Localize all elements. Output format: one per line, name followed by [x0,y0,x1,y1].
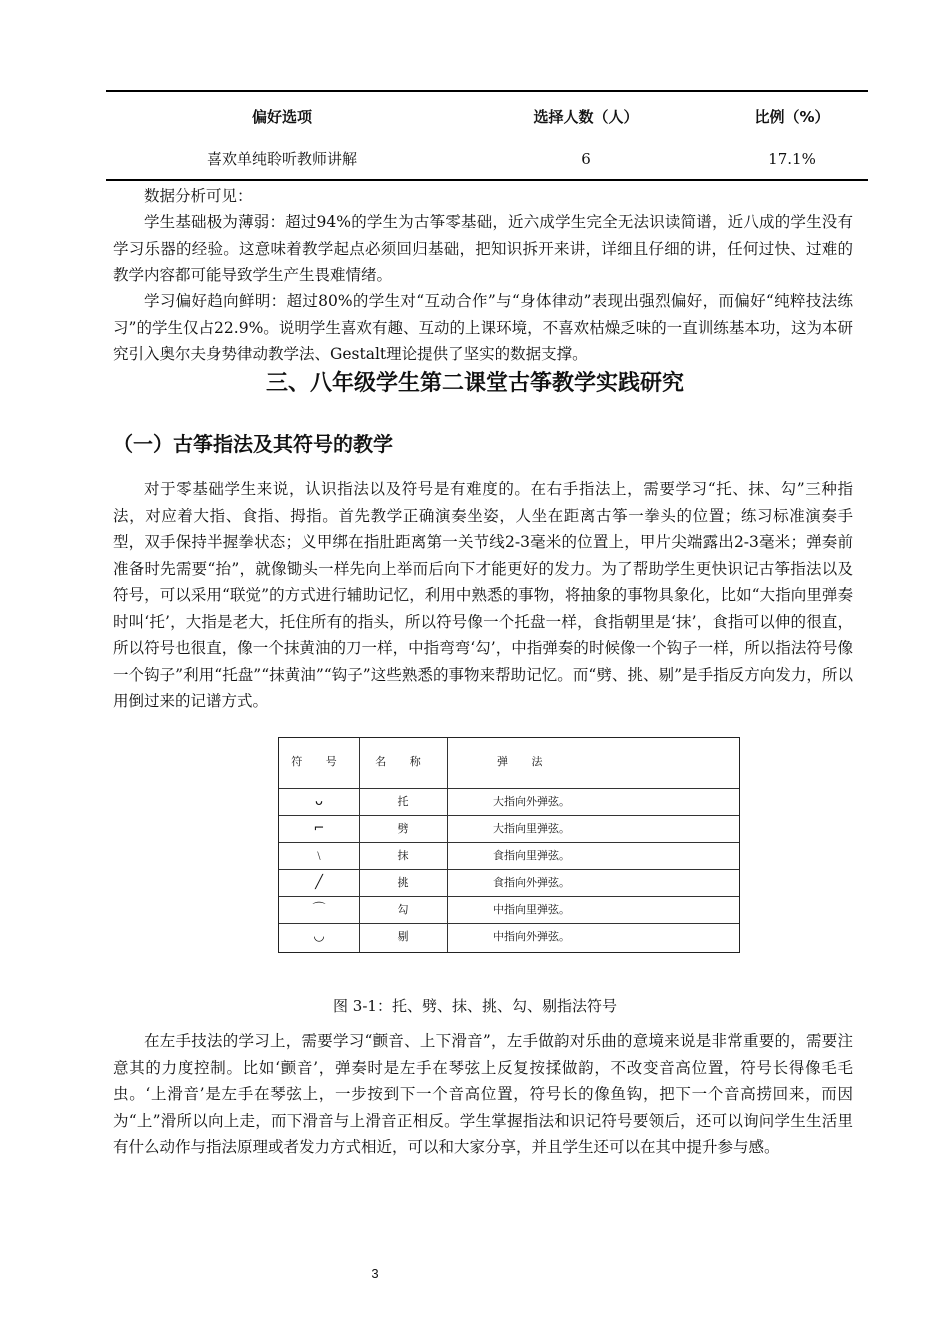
page-number: 3 [371,1266,379,1281]
symbol-tuo-icon: ᴗ [315,794,323,809]
figure-name-cell: 托 [397,795,409,808]
symbol-mo-icon: ﹨ [312,848,326,863]
figure-method-cell: 大指向外弹弦。 [493,795,570,808]
figure-method-cell: 食指向外弹弦。 [493,876,570,889]
figure-caption: 图 3-1：托、劈、抹、挑、勾、剔指法符号 [333,997,617,1015]
figure-name-cell: 挑 [397,876,409,889]
figure-method-cell: 大指向里弹弦。 [493,822,570,835]
analysis-paragraph-2: 学习偏好趋向鲜明：超过80%的学生对“互动合作”与“身体律动”表现出强烈偏好，而偏好“纯粹技法练习”的学生仅占22.9%。说明学生喜欢有趣、互动的上课环境，不喜欢枯燥乏味的一直训练基本功，这为本研究引入奥尔夫身势律动教学法、Gestalt理论提供了坚实的数据支撑。 [113,292,853,363]
figure-divider [447,738,448,952]
figure-name-cell: 抹 [397,849,409,862]
figure-header-method: 弹 法 [497,755,553,768]
analysis-intro: 数据分析可见： [144,187,253,205]
figure-method-cell: 中指向外弹弦。 [493,930,570,943]
symbol-gou-icon: ⌒ [312,902,326,917]
figure-name-cell: 剔 [397,930,409,943]
figure-header-symbol: 符 号 [291,755,347,768]
figure-name-cell: 劈 [397,822,409,835]
analysis-paragraph-1: 学生基础极为薄弱：超过94%的学生为古筝零基础，近六成学生完全无法识读简谱，近八成的学生没有学习乐器的经验。这意味着教学起点必须回归基础，把知识拆开来讲，详细且仔细的讲，任何过快、过难的教学内容都可能导致学生产生畏难情绪。 [113,213,853,284]
header-option: 偏好选项 [251,108,312,126]
header-ratio: 比例（%） [754,108,830,126]
figure-header-name: 名 称 [375,755,431,768]
table-bottom-rule [106,179,868,181]
subsection-title: （一）古筝指法及其符号的教学 [113,432,393,456]
header-count: 选择人数（人） [533,108,639,126]
fingering-symbol-figure [278,737,740,953]
symbol-ti-icon: ◡ [313,929,325,944]
symbol-tiao-icon: ╱ [315,875,323,890]
table-top-rule [106,90,868,92]
table-row [106,144,868,174]
section-title: 三、八年级学生第二课堂古筝教学实践研究 [265,371,684,396]
cell-count: 6 [581,150,591,168]
figure-method-cell: 食指向里弹弦。 [493,849,570,862]
cell-ratio: 17.1% [768,150,816,168]
cell-option: 喜欢单纯聆听教师讲解 [206,150,357,168]
body-paragraph-1: 对于零基础学生来说，认识指法以及符号是有难度的。在右手指法上，需要学习“托、抹、勾”三种指法，对应着大指、食指、拇指。首先教学正确演奏坐姿，人坐在距离古筝一拳头的位置；练习标准演奏手型，双手保持半握拳状态；义甲绑在指肚距离第一关节线2-3毫米的位置上，甲片尖端露出2-3毫米；弹奏前准备时先需要“抬”，就像锄头一样先向上举而后向下才能更好的发力。为了帮助学生更快识记古筝指法以及符号，可以采用“联觉”的方式进行辅助记忆，利用中熟悉的事物，将抽象的事物具象化，比如“大指向里弹奏时叫‘托’，大指是老大，托住所有的指头，所以符号像一个托盘一样，食指朝里是‘抹’，食指可以伸的很直，所以符号也很直，像一个抹黄油的刀一样，中指弯弯‘勾’，中指弹奏的时候像一个钩子一样，所以指法符号像一个钩子”利用“托盘”“抹黄油”“钩子”这些熟悉的事物来帮助记忆。而“劈、挑、剔”是手指反方向发力，所以用倒过来的记谱方式。 [113,480,853,710]
symbol-pi-icon: ⌐ [313,821,325,836]
figure-name-cell: 勾 [397,903,409,916]
body-paragraph-2: 在左手技法的学习上，需要学习“颤音、上下滑音”，左手做韵对乐曲的意境来说是非常重要的，需要注意其的力度控制。比如‘颤音’，弹奏时是左手在琴弦上反复按揉做韵，不改变音高位置，符号长得像毛毛虫。‘上滑音’是左手在琴弦上，一步按到下一个音高位置，符号长的像鱼钩，把下一个音高捞回来，而因为“上”滑所以向上走，而下滑音与上滑音正相反。学生掌握指法和识记符号要领后，还可以询问学生生活里有什么动作与指法原理或者发力方式相近，可以和大家分享，并且学生还可以在其中提升参与感。 [113,1032,853,1156]
figure-method-cell: 中指向里弹弦。 [493,903,570,916]
table-header-row [106,102,868,132]
